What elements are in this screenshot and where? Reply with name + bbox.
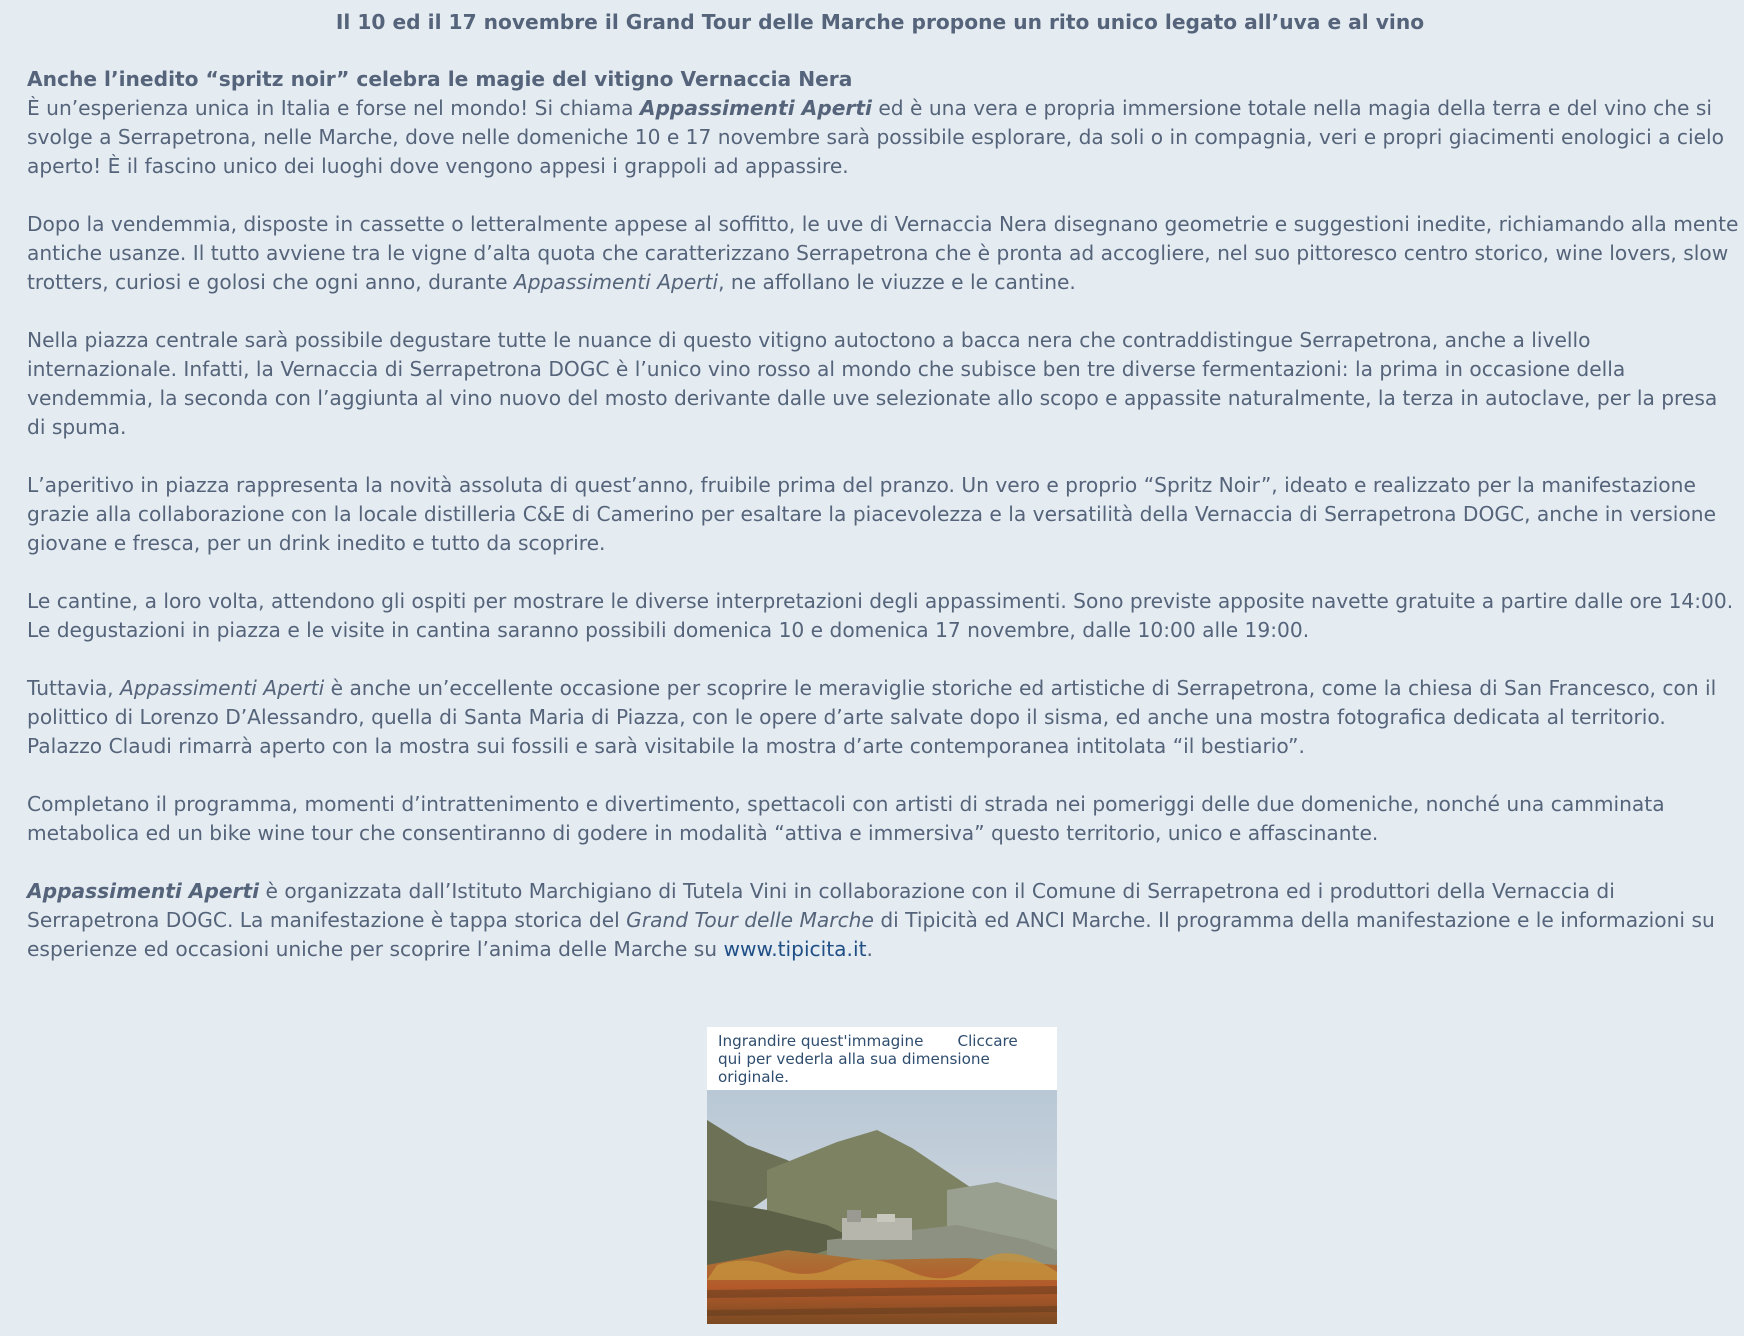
- page-title: Il 10 ed il 17 novembre il Grand Tour delle Marche propone un rito unico legato all’uva e al vino: [335, 10, 1425, 34]
- intro-text-cont: ed è una vera e propria immersione totale nella magia della terra e del vino che si svolge a Serrapetrona, nelle Marche, dove nelle domeniche 10 e 17 novembre sarà possibile esplorare, da soli o in compagnia, veri e propri giacimenti enologici a cielo aperto! È il fascino unico dei luoghi dove vengono appesi i grappoli ad appassire.: [27, 96, 1724, 178]
- intro-text: È un’esperienza unica in Italia e forse nel mondo! Si chiama: [27, 96, 640, 120]
- cantine-paragraph: Le cantine, a loro volta, attendono gli ospiti per mostrare le diverse interpretazioni degli appassimenti. Sono previste apposite navette gratuite a partire dalle ore 14:00. Le degustazioni in piazza e le visite in cantina saranno possibili domenica 10 e domenica 17 novembre, dalle 10:00 alle 19:00.: [27, 589, 1734, 642]
- event-name: Appassimenti Aperti: [27, 879, 260, 903]
- storia-text: Tuttavia,: [27, 676, 121, 700]
- storia-paragraph: [27, 674, 1739, 761]
- grand-tour-name: Grand Tour delle Marche: [626, 908, 874, 932]
- intro-paragraph: [27, 65, 1739, 181]
- storia-text-cont: è anche un’eccellente occasione per scoprire le meraviglie storiche ed artistiche di Serrapetrona, come la chiesa di San Francesco, con il polittico di Lorenzo D’Alessandro, quella di Santa Maria di Piazza, con le opere d’arte salvate dopo il sisma, ed anche una mostra fotografica dedicata al territorio. Palazzo Claudi rimarrà aperto con la mostra sui fossili e sarà visitabile la mostra d’arte contemporanea intitolata “il bestiario”.: [27, 676, 1717, 758]
- article-subtitle: Anche l’inedito “spritz noir” celebra le magie del vitigno Vernaccia Nera: [27, 67, 853, 91]
- programma-paragraph: Completano il programma, momenti d’intrattenimento e divertimento, spettacoli con artisti di strada nei pomeriggi delle due domeniche, nonché una camminata metabolica ed un bike wine tour che consentiranno di godere in modalità “attiva e immersiva” questo territorio, unico e affascinante.: [27, 792, 1665, 845]
- event-name: Appassimenti Aperti: [513, 270, 719, 294]
- vendemmia-text-cont: , ne affollano le viuzze e le cantine.: [718, 270, 1076, 294]
- figure-caption[interactable]: [707, 1027, 1057, 1090]
- event-name: Appassimenti Aperti: [120, 676, 325, 700]
- click-caption: Cliccare qui per vederla alla sua dimensione originale.: [718, 1032, 1018, 1086]
- event-name: Appassimenti Aperti: [639, 96, 872, 120]
- landscape-photo[interactable]: [707, 1090, 1057, 1324]
- article-body: [27, 65, 1739, 993]
- tipicita-link[interactable]: www.tipicita.it: [723, 937, 867, 961]
- enlarge-caption: Ingrandire quest'immagine: [718, 1032, 924, 1050]
- organizzazione-text: è organizzata dall’Istituto Marchigiano di Tutela Vini in collaborazione con il Comune di Serrapetrona ed i produttori della Vernaccia di Serrapetrona DOGC. La manifestazione è tappa storica del: [27, 879, 1615, 932]
- organizzazione-paragraph: [27, 877, 1739, 964]
- final-period: .: [866, 937, 873, 961]
- vendemmia-paragraph: [27, 210, 1739, 297]
- piazza-paragraph: Nella piazza centrale sarà possibile degustare tutte le nuance di questo vitigno autoctono a bacca nera che contraddistingue Serrapetrona, anche a livello internazionale. Infatti, la Vernaccia di Serrapetrona DOGC è l’unico vino rosso al mondo che subisce ben tre diverse fermentazioni: la prima in occasione della vendemmia, la seconda con l’aggiunta al vino nuovo del mosto derivante dalle uve selezionate allo scopo e appassite naturalmente, la terza in autoclave, per la presa di spuma.: [27, 328, 1718, 439]
- vendemmia-text: Dopo la vendemmia, disposte in cassette o letteralmente appese al soffitto, le uve di Vernaccia Nera disegnano geometrie e suggestioni inedite, richiamando alla mente antiche usanze. Il tutto avviene tra le vigne d’alta quota che caratterizzano Serrapetrona che è pronta ad accogliere, nel suo pittoresco centro storico, wine lovers, slow trotters, curiosi e golosi che ogni anno, durante: [27, 212, 1739, 294]
- aperitivo-paragraph: L’aperitivo in piazza rappresenta la novità assoluta di quest’anno, fruibile prima del pranzo. Un vero e proprio “Spritz Noir”, ideato e realizzato per la manifestazione grazie alla collaborazione con la locale distilleria C&E di Camerino per esaltare la piacevolezza e la versatilità della Vernaccia di Serrapetrona DOGC, anche in versione giovane e fresca, per un drink inedito e tutto da scoprire.: [27, 473, 1716, 555]
- organizzazione-text-cont: di Tipicità ed ANCI Marche. Il programma della manifestazione e le informazioni su esperienze ed occasioni uniche per scoprire l’anima delle Marche su: [27, 908, 1715, 961]
- photo-figure[interactable]: [707, 1027, 1057, 1324]
